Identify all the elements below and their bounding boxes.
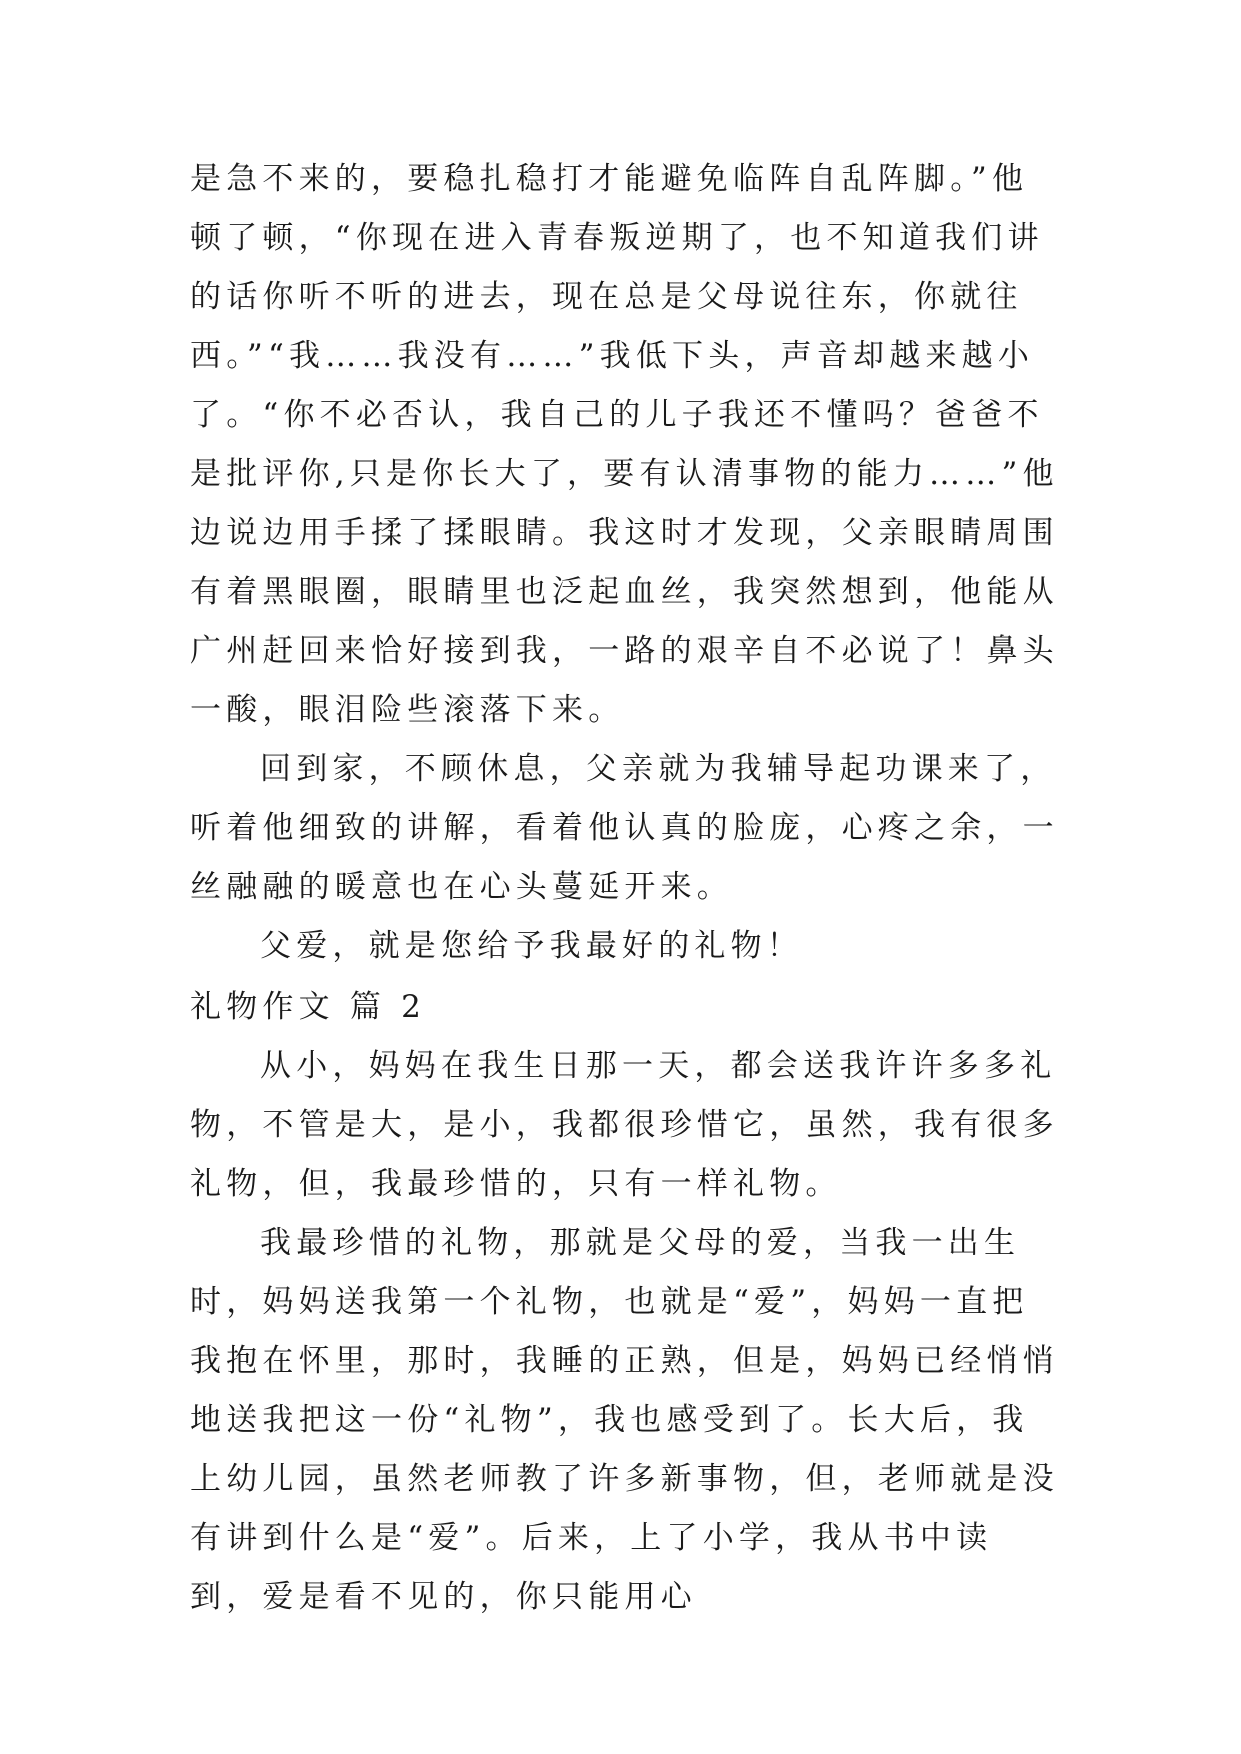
paragraph-parents-love: 我最珍惜的礼物，那就是父母的爱，当我一出生时，妈妈送我第一个礼物，也就是“爱”，妈妈一直把我抱在怀里，那时，我睡的正熟，但是，妈妈已经悄悄地送我把这一份“礼物”，我也感受到了。长大后，我上幼儿园，虽然老师教了许多新事物，但，老师就是没有讲到什么是“爱”。后来，上了小学，我从书中读到，爱是看不见的，你只能用心	[190, 1225, 1059, 1615]
section-heading: 礼物作文 篇 2	[190, 989, 427, 1025]
paragraph-fatherly-love: 父爱，就是您给予我最好的礼物！	[260, 928, 803, 964]
section1-body	[190, 150, 1060, 976]
section2-body	[190, 1037, 1060, 1627]
paragraph-continued: 是急不来的，要稳扎稳打才能避免临阵自乱阵脚。”他顿了顿，“你现在进入青春叛逆期了，也不知道我们讲的话你听不听的进去，现在总是父母说往东，你就往西。”“我……我没有……”我低下头，声音却越来越小了。“你不必否认，我自己的儿子我还不懂吗？爸爸不是批评你,只是你长大了，要有认清事物的能力……”他边说边用手揉了揉眼睛。我这时才发现，父亲眼睛周围有着黑眼圈，眼睛里也泛起血丝，我突然想到，他能从广州赶回来恰好接到我，一路的艰辛自不必说了！鼻头一酸，眼泪险些滚落下来。	[190, 161, 1059, 728]
paragraph-home-tutoring: 回到家，不顾休息，父亲就为我辅导起功课来了，听着他细致的讲解，看着他认真的脸庞，心疼之余，一丝融融的暖意也在心头蔓延开来。	[190, 751, 1059, 905]
paragraph-birthday-gifts: 从小，妈妈在我生日那一天，都会送我许许多多礼物，不管是大，是小，我都很珍惜它，虽然，我有很多礼物，但，我最珍惜的，只有一样礼物。	[190, 1048, 1059, 1202]
